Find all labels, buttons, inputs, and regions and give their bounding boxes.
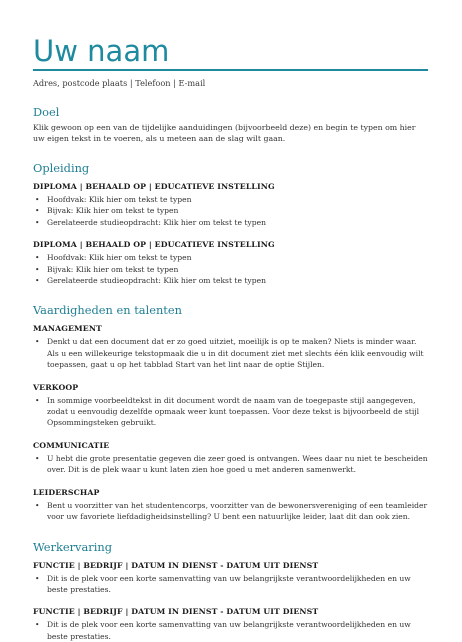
contact-line[interactable]: Adres, postcode plaats | Telefoon | E-mail [33,78,428,89]
bullet-list [33,194,428,228]
list-item[interactable] [33,395,428,429]
name-heading[interactable]: Uw naam [33,34,428,68]
list-item[interactable] [33,194,428,205]
list-item-text: Dit is de plek voor een korte samenvatting van uw belangrijkste verantwoordelijkheden en uw beste prestaties. [47,574,411,594]
list-item-text: Bent u voorzitter van het studentencorps, voorzitter van de bewonersvereniging of een teamleider voor uw favoriete liefdadigheidsinstelling? U bent een natuurlijke leider, laat dit dan ook zien. [47,501,427,521]
list-item[interactable] [33,205,428,216]
list-item-text: In sommige voorbeeldtekst in dit document wordt de naam van de toegepaste stijl aangegeven, zodat u eenvoudig dezelfde opmaak weer kunt toepassen. Voor deze tekst is bijvoorbeeld de stijl Opsommingsteken gebruikt. [47,396,419,428]
werkervaring-entries [33,560,428,642]
list-item[interactable] [33,573,428,596]
bullet-icon: • [35,336,39,347]
section-opleiding-title: Opleiding [33,161,428,175]
section-werkervaring-title: Werkervaring [33,540,428,554]
doel-text[interactable]: Klik gewoon op een van de tijdelijke aanduidingen (bijvoorbeeld deze) en begin te typen om hier uw eigen tekst in te voeren, als u meteen aan de slag wilt gaan. [33,122,428,144]
bullet-icon: • [35,500,39,511]
subsection-heading[interactable]: DIPLOMA | BEHAALD OP | EDUCATIEVE INSTELLING [33,181,428,192]
bullet-icon: • [35,395,39,406]
resume-content [33,34,428,642]
bullet-list [33,395,428,429]
list-item[interactable] [33,336,428,370]
bullet-icon: • [35,275,39,286]
list-item[interactable] [33,264,428,275]
subsection-heading[interactable]: FUNCTIE | BEDRIJF | DATUM IN DIENST - DATUM UIT DIENST [33,606,428,617]
title-rule [33,69,428,71]
bullet-list [33,500,428,523]
subsection-heading[interactable]: COMMUNICATIE [33,440,428,451]
vaardigheden-groups [33,323,428,522]
list-item[interactable] [33,252,428,263]
list-item-text: Bijvak: Klik hier om tekst te typen [47,206,178,215]
section-vaardigheden-title: Vaardigheden en talenten [33,303,428,317]
list-item[interactable] [33,275,428,286]
list-item-text: Dit is de plek voor een korte samenvatting van uw belangrijkste verantwoordelijkheden en uw beste prestaties. [47,620,411,640]
bullet-list [33,453,428,476]
bullet-icon: • [35,619,39,630]
bullet-icon: • [35,217,39,228]
subsection-heading[interactable]: VERKOOP [33,382,428,393]
bullet-icon: • [35,264,39,275]
bullet-icon: • [35,573,39,584]
list-item[interactable] [33,217,428,228]
subsection-heading[interactable]: LEIDERSCHAP [33,487,428,498]
list-item-text: U hebt die grote presentatie gegeven die zeer goed is ontvangen. Wees daar nu niet te bescheiden over. Dit is de plek waar u kunt laten zien hoe goed u met anderen samenwerkt. [47,454,428,474]
opleiding-entries [33,181,428,286]
bullet-list [33,573,428,596]
list-item[interactable] [33,453,428,476]
section-doel-title: Doel [33,105,428,119]
list-item[interactable] [33,619,428,642]
bullet-list [33,252,428,286]
bullet-icon: • [35,205,39,216]
subsection-heading[interactable]: DIPLOMA | BEHAALD OP | EDUCATIEVE INSTELLING [33,239,428,250]
bullet-list [33,336,428,370]
list-item[interactable] [33,500,428,523]
list-item-text: Gerelateerde studieopdracht: Klik hier om tekst te typen [47,218,266,227]
list-item-text: Gerelateerde studieopdracht: Klik hier om tekst te typen [47,276,266,285]
subsection-heading[interactable]: FUNCTIE | BEDRIJF | DATUM IN DIENST - DATUM UIT DIENST [33,560,428,571]
list-item-text: Hoofdvak: Klik hier om tekst te typen [47,253,191,262]
subsection-heading[interactable]: MANAGEMENT [33,323,428,334]
list-item-text: Hoofdvak: Klik hier om tekst te typen [47,195,191,204]
list-item-text: Denkt u dat een document dat er zo goed uitziet, moeilijk is op te maken? Niets is minder waar. Als u een willekeurige tekstopmaak die u in dit document ziet met slechts één klik eenvoudig wilt toepassen, gaat u op het tabblad Start van het lint naar de optie Stijlen. [47,337,424,369]
list-item-text: Bijvak: Klik hier om tekst te typen [47,265,178,274]
bullet-icon: • [35,252,39,263]
bullet-list [33,619,428,642]
bullet-icon: • [35,194,39,205]
bullet-icon: • [35,453,39,464]
